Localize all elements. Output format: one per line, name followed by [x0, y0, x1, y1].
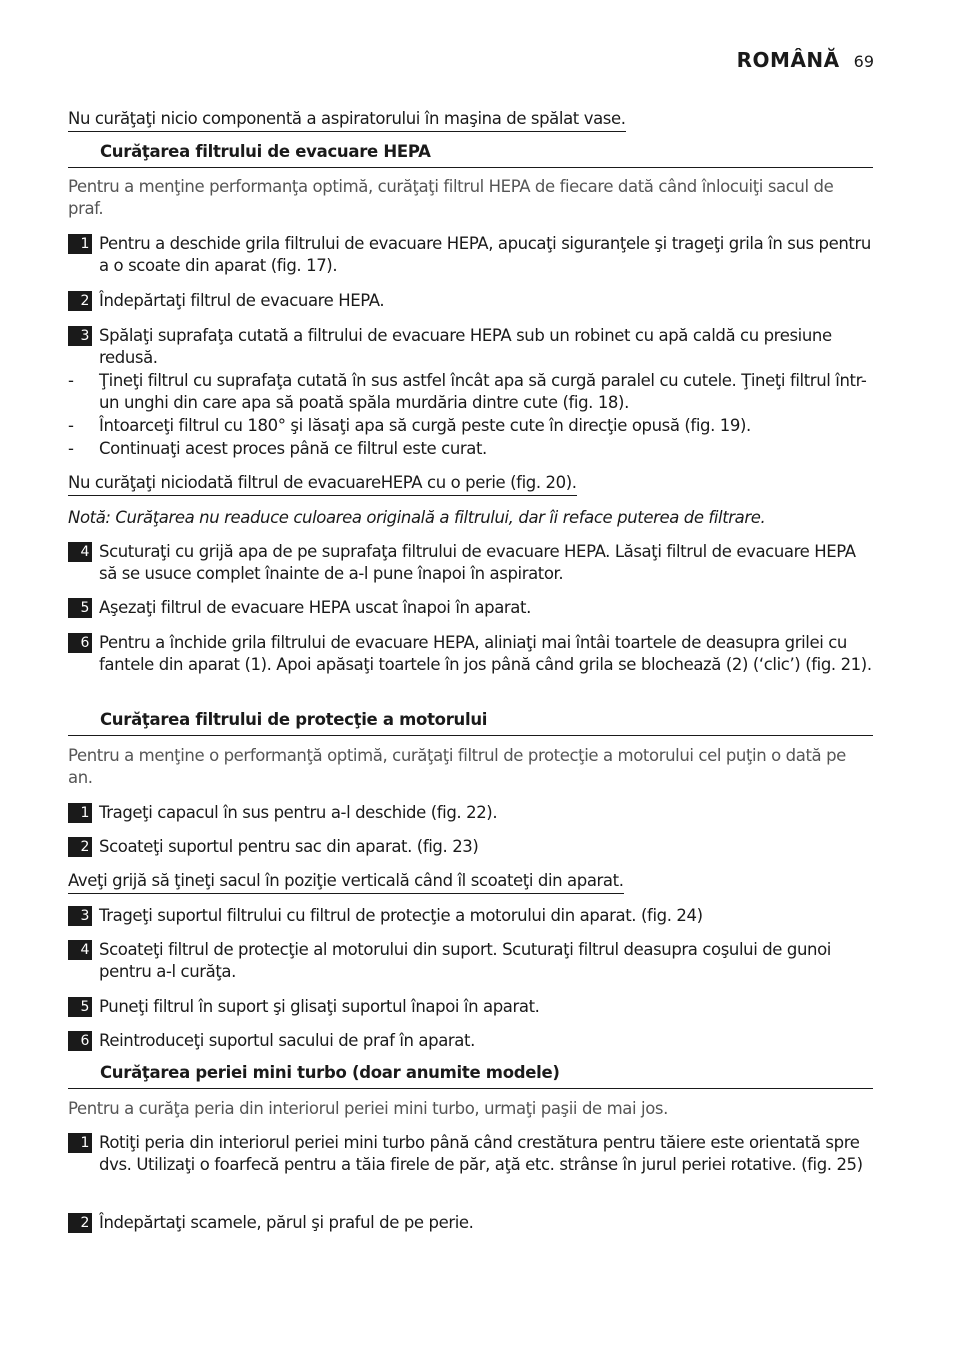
- step-number: 2: [68, 291, 92, 311]
- step-number: 6: [68, 633, 92, 653]
- step-text: Pentru a închide grila filtrului de evacuare HEPA, aliniaţi mai întâi toartele de deasupra grilei cu fantele din aparat (1). Apoi apăsaţi toartele în jos până când grila se blochează (2) (‘clic’) (fig. 21).: [99, 633, 872, 674]
- step-text: Scoateţi filtrul de protecţie al motorului din suport. Scuturaţi filtrul deasupra coşului de gunoi pentru a-l curăţa.: [99, 940, 831, 981]
- step-text: Pentru a deschide grila filtrului de evacuare HEPA, apucaţi siguranţele şi trageţi grila în sus pentru a o scoate din aparat (fig. 17).: [99, 234, 871, 275]
- step-text: Scoateţi suportul pentru sac din aparat. (fig. 23): [99, 837, 479, 856]
- step-hepa-3: [68, 325, 873, 369]
- step-number: 4: [68, 940, 92, 960]
- step-text: Reintroduceţi suportul sacului de praf în aparat.: [99, 1031, 475, 1050]
- bullet-item: [68, 370, 873, 414]
- step-text: Trageţi capacul în sus pentru a-l deschide (fig. 22).: [99, 803, 498, 822]
- bullet-mark: -: [68, 416, 74, 435]
- step-number: 5: [68, 598, 92, 618]
- warning-bag: Aveţi grijă să ţineţi sacul în poziţie verticală când îl scoateţi din aparat.: [68, 870, 873, 894]
- step-text: Îndepărtaţi filtrul de evacuare HEPA.: [99, 291, 385, 310]
- note-color: Notă: Curăţarea nu readuce culoarea originală a filtrului, dar îi reface puterea de filtrare.: [68, 508, 766, 527]
- step-turbo-1: [68, 1132, 873, 1176]
- step-number: 4: [68, 542, 92, 562]
- intro-motor: Pentru a menţine o performanţă optimă, curăţaţi filtrul de protecţie a motorului cel puţin o dată pe an.: [68, 746, 846, 787]
- bullet-mark: -: [68, 371, 74, 390]
- step-number: 1: [68, 803, 92, 823]
- language-label: ROMÂNĂ: [736, 48, 840, 72]
- step-turbo-2: [68, 1212, 873, 1234]
- step-text: Rotiţi peria din interiorul periei mini turbo până când crestătura pentru tăiere este orientată spre dvs. Utilizaţi o foarfecă pentru a tăia firele de păr, aţă etc. strânse în jurul periei rotative. (fig. 25): [99, 1133, 863, 1174]
- step-hepa-4: [68, 541, 873, 585]
- section-title-turbo: Curăţarea periei mini turbo (doar anumite modele): [68, 1063, 873, 1089]
- step-hepa-5: [68, 597, 873, 619]
- page-header: [737, 48, 874, 72]
- bullet-text: Întoarceţi filtrul cu 180° şi lăsaţi apa să curgă peste cute în direcţie opusă (fig. 19).: [99, 416, 751, 435]
- step-number: 6: [68, 1031, 92, 1051]
- step-text: Trageţi suportul filtrului cu filtrul de protecţie a motorului din aparat. (fig. 24): [99, 906, 703, 925]
- step-number: 2: [68, 837, 92, 857]
- step-motor-4: [68, 939, 873, 983]
- page-number: 69: [853, 52, 874, 71]
- step-motor-1: [68, 802, 873, 824]
- step-number: 1: [68, 234, 92, 254]
- step-motor-5: [68, 996, 873, 1018]
- step-motor-2: [68, 836, 873, 858]
- bullet-text: Ţineţi filtrul cu suprafaţa cutată în sus astfel încât apa să curgă paralel cu cutele. Ţineţi filtrul într-un unghi din care apa să poată spăla murdăria dintre cute (fig. 18).: [99, 371, 867, 412]
- bullet-item: [68, 415, 873, 437]
- section-title-hepa: Curăţarea filtrului de evacuare HEPA: [68, 142, 873, 168]
- step-text: Aşezaţi filtrul de evacuare HEPA uscat înapoi în aparat.: [99, 598, 531, 617]
- step-text: Puneţi filtrul în suport şi glisaţi suportul înapoi în aparat.: [99, 997, 540, 1016]
- step-text: Spălaţi suprafaţa cutată a filtrului de evacuare HEPA sub un robinet cu apă caldă cu presiune redusă.: [99, 326, 832, 367]
- bullet-mark: -: [68, 439, 74, 458]
- section-title-motor: Curăţarea filtrului de protecţie a motorului: [68, 710, 873, 736]
- step-hepa-6: [68, 632, 873, 676]
- step-text: Scuturaţi cu grijă apa de pe suprafaţa filtrului de evacuare HEPA. Lăsaţi filtrul de evacuare HEPA să se usuce complet înainte de a-l pune înapoi în aspirator.: [99, 542, 856, 583]
- bullet-text: Continuaţi acest proces până ce filtrul este curat.: [99, 439, 487, 458]
- step-number: 5: [68, 997, 92, 1017]
- step-number: 1: [68, 1133, 92, 1153]
- intro-hepa: Pentru a menţine performanţa optimă, curăţaţi filtrul HEPA de fiecare dată când înlocuiţi sacul de praf.: [68, 177, 834, 218]
- step-hepa-1: [68, 233, 873, 277]
- bullet-item: [68, 438, 873, 460]
- step-text: Îndepărtaţi scamele, părul şi praful de pe perie.: [99, 1213, 474, 1232]
- step-number: 2: [68, 1213, 92, 1233]
- step-number: 3: [68, 906, 92, 926]
- step-motor-6: [68, 1030, 873, 1052]
- warning-dishwasher: Nu curăţaţi nicio componentă a aspiratorului în maşina de spălat vase.: [68, 108, 873, 132]
- step-number: 3: [68, 326, 92, 346]
- warning-brush: Nu curăţaţi niciodată filtrul de evacuareHEPA cu o perie (fig. 20).: [68, 472, 873, 496]
- intro-turbo: Pentru a curăţa peria din interiorul periei mini turbo, urmaţi paşii de mai jos.: [68, 1099, 668, 1118]
- step-motor-3: [68, 905, 873, 927]
- step-hepa-2: [68, 290, 873, 312]
